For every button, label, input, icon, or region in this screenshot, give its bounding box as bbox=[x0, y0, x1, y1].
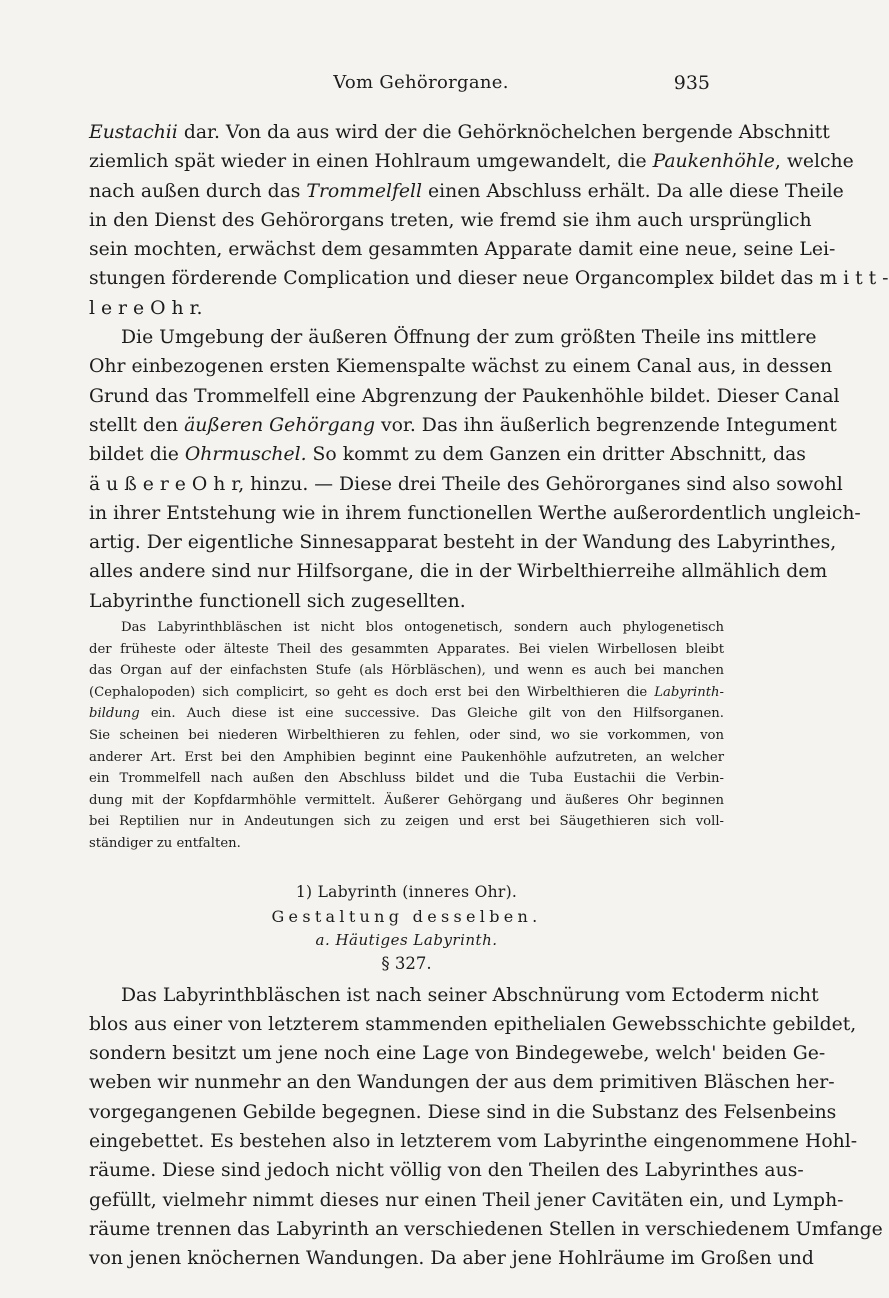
text-line: So kommt zu dem Ganzen ein dritter Abschnitt, das bbox=[312, 444, 806, 466]
running-title: Vom Gehörorgane. bbox=[333, 72, 509, 93]
note-line: Sie scheinen bei niederen Wirbelthieren zu fehlen, oder sind, wo sie vorkommen, von bbox=[89, 728, 724, 744]
text-line: weben wir nunmehr an den Wandungen der aus dem primitiven Bläschen her- bbox=[89, 1072, 835, 1094]
note-line: ein. Auch diese ist eine successive. Das Gleiche gilt von den Hilfsorganen. bbox=[150, 706, 724, 722]
italic-term: äußeren Gehörgang bbox=[184, 414, 376, 436]
small-print-note bbox=[89, 617, 724, 855]
italic-term: Paukenhöhle bbox=[652, 151, 775, 173]
text-line: in den Dienst des Gehörorgans treten, wie fremd sie ihm auch ursprünglich bbox=[89, 209, 812, 231]
paragraph-3 bbox=[89, 981, 883, 1274]
page-header bbox=[132, 72, 710, 98]
paragraph-number: § 327. bbox=[381, 953, 432, 973]
text-line: einen Abschluss erhält. Da alle diese Theile bbox=[428, 180, 844, 202]
text-line: ä u ß e r e O h r, hinzu. — Diese drei Theile des Gehörorganes sind also sowohl bbox=[89, 473, 843, 495]
text-line: in ihrer Entstehung wie in ihrem functionellen Werthe außerordentlich ungleich- bbox=[89, 502, 861, 524]
text-line: sein mochten, erwächst dem gesammten Apparate damit eine neue, seine Lei- bbox=[89, 239, 836, 261]
text-line: vor. Das ihn äußerlich begrenzende Integument bbox=[381, 414, 837, 436]
text-line: stellt den bbox=[89, 414, 179, 436]
page-number: 935 bbox=[673, 72, 710, 94]
text-line: ziemlich spät wieder in einen Hohlraum umgewandelt, die bbox=[89, 151, 647, 173]
note-line: der früheste oder älteste Theil des gesammten Apparates. Bei vielen Wirbellosen bleibt bbox=[89, 641, 724, 657]
section-sub-subheading: a. Häutiges Labyrinth. bbox=[315, 930, 498, 949]
text-line: bildet die bbox=[89, 444, 179, 466]
section-heading: 1) Labyrinth (inneres Ohr). bbox=[295, 882, 518, 901]
italic-term: bildung bbox=[89, 706, 140, 722]
note-line: Das Labyrinthbläschen ist nicht blos ontogenetisch, sondern auch phylogenetisch bbox=[121, 620, 724, 636]
text-line: gefüllt, vielmehr nimmt dieses nur einen Theil jener Cavitäten ein, und Lymph- bbox=[89, 1189, 844, 1211]
italic-term: Trommelfell bbox=[306, 180, 423, 202]
text-line: von jenen knöchernen Wandungen. Da aber jene Hohlräume im Großen und bbox=[89, 1248, 814, 1270]
text-line: eingebettet. Es bestehen also in letzterem vom Labyrinthe eingenommene Hohl- bbox=[89, 1131, 858, 1153]
text-line: Ohr einbezogenen ersten Kiemenspalte wächst zu einem Canal aus, in dessen bbox=[89, 356, 833, 378]
text-line: Das Labyrinthbläschen ist nach seiner Abschnürung vom Ectoderm nicht bbox=[121, 984, 819, 1006]
text-line: l e r e O h r. bbox=[89, 297, 203, 319]
page-body bbox=[89, 118, 889, 1274]
text-line: Labyrinthe functionell sich zugesellten. bbox=[89, 590, 466, 612]
text-line: artig. Der eigentliche Sinnesapparat besteht in der Wandung des Labyrinthes, bbox=[89, 532, 837, 554]
note-line: ein Trommelfell nach außen den Abschluss bildet und die Tuba Eustachii die Verbin- bbox=[89, 771, 724, 787]
italic-term: Ohrmuschel. bbox=[184, 444, 307, 466]
paragraph-2 bbox=[89, 323, 861, 616]
text-line: Grund das Trommelfell eine Abgrenzung der Paukenhöhle bildet. Dieser Canal bbox=[89, 385, 840, 407]
text-line: blos aus einer von letzterem stammenden epithelialen Gewebsschichte gebildet, bbox=[89, 1013, 857, 1035]
note-line: (Cephalopoden) sich complicirt, so geht es doch erst bei den Wirbelthieren die bbox=[89, 684, 648, 700]
paragraph-1 bbox=[89, 118, 889, 323]
note-line: anderer Art. Erst bei den Amphibien beginnt eine Paukenhöhle aufzutreten, an welcher bbox=[89, 749, 724, 765]
text-line: Die Umgebung der äußeren Öffnung der zum größten Theile ins mittlere bbox=[121, 327, 817, 349]
section-subheading: Gestaltung desselben. bbox=[271, 906, 542, 926]
note-line: bei Reptilien nur in Andeutungen sich zu zeigen und erst bei Säugethieren sich voll- bbox=[89, 814, 724, 830]
text-line: , welche bbox=[774, 151, 854, 173]
italic-term: Eustachii bbox=[89, 122, 178, 143]
italic-term: Labyrinth- bbox=[654, 684, 724, 700]
text-line: räume. Diese sind jedoch nicht völlig von den Theilen des Labyrinthes aus- bbox=[89, 1160, 804, 1182]
note-line: das Organ auf der einfachsten Stufe (als Hörbläschen), und wenn es auch bei manchen bbox=[89, 663, 724, 679]
text-line: nach außen durch das bbox=[89, 180, 301, 202]
note-line: dung mit der Kopfdarmhöhle vermittelt. Äußerer Gehörgang und äußeres Ohr beginnen bbox=[89, 792, 724, 808]
text-line: vorgegangenen Gebilde begegnen. Diese sind in die Substanz des Felsenbeins bbox=[89, 1101, 837, 1123]
note-line: ständiger zu entfalten. bbox=[89, 835, 241, 851]
text-line: sondern besitzt um jene noch eine Lage von Bindegewebe, welch' beiden Ge- bbox=[89, 1043, 826, 1065]
text-line: stungen förderende Complication und dieser neue Organcomplex bildet das m i t t - bbox=[89, 268, 889, 290]
text-line: dar. Von da aus wird der die Gehörknöchelchen bergende Abschnitt bbox=[183, 122, 830, 143]
text-line: alles andere sind nur Hilfsorgane, die in der Wirbelthierreihe allmählich dem bbox=[89, 561, 828, 583]
text-line: räume trennen das Labyrinth an verschiedenen Stellen in verschiedenem Umfange bbox=[89, 1218, 883, 1240]
